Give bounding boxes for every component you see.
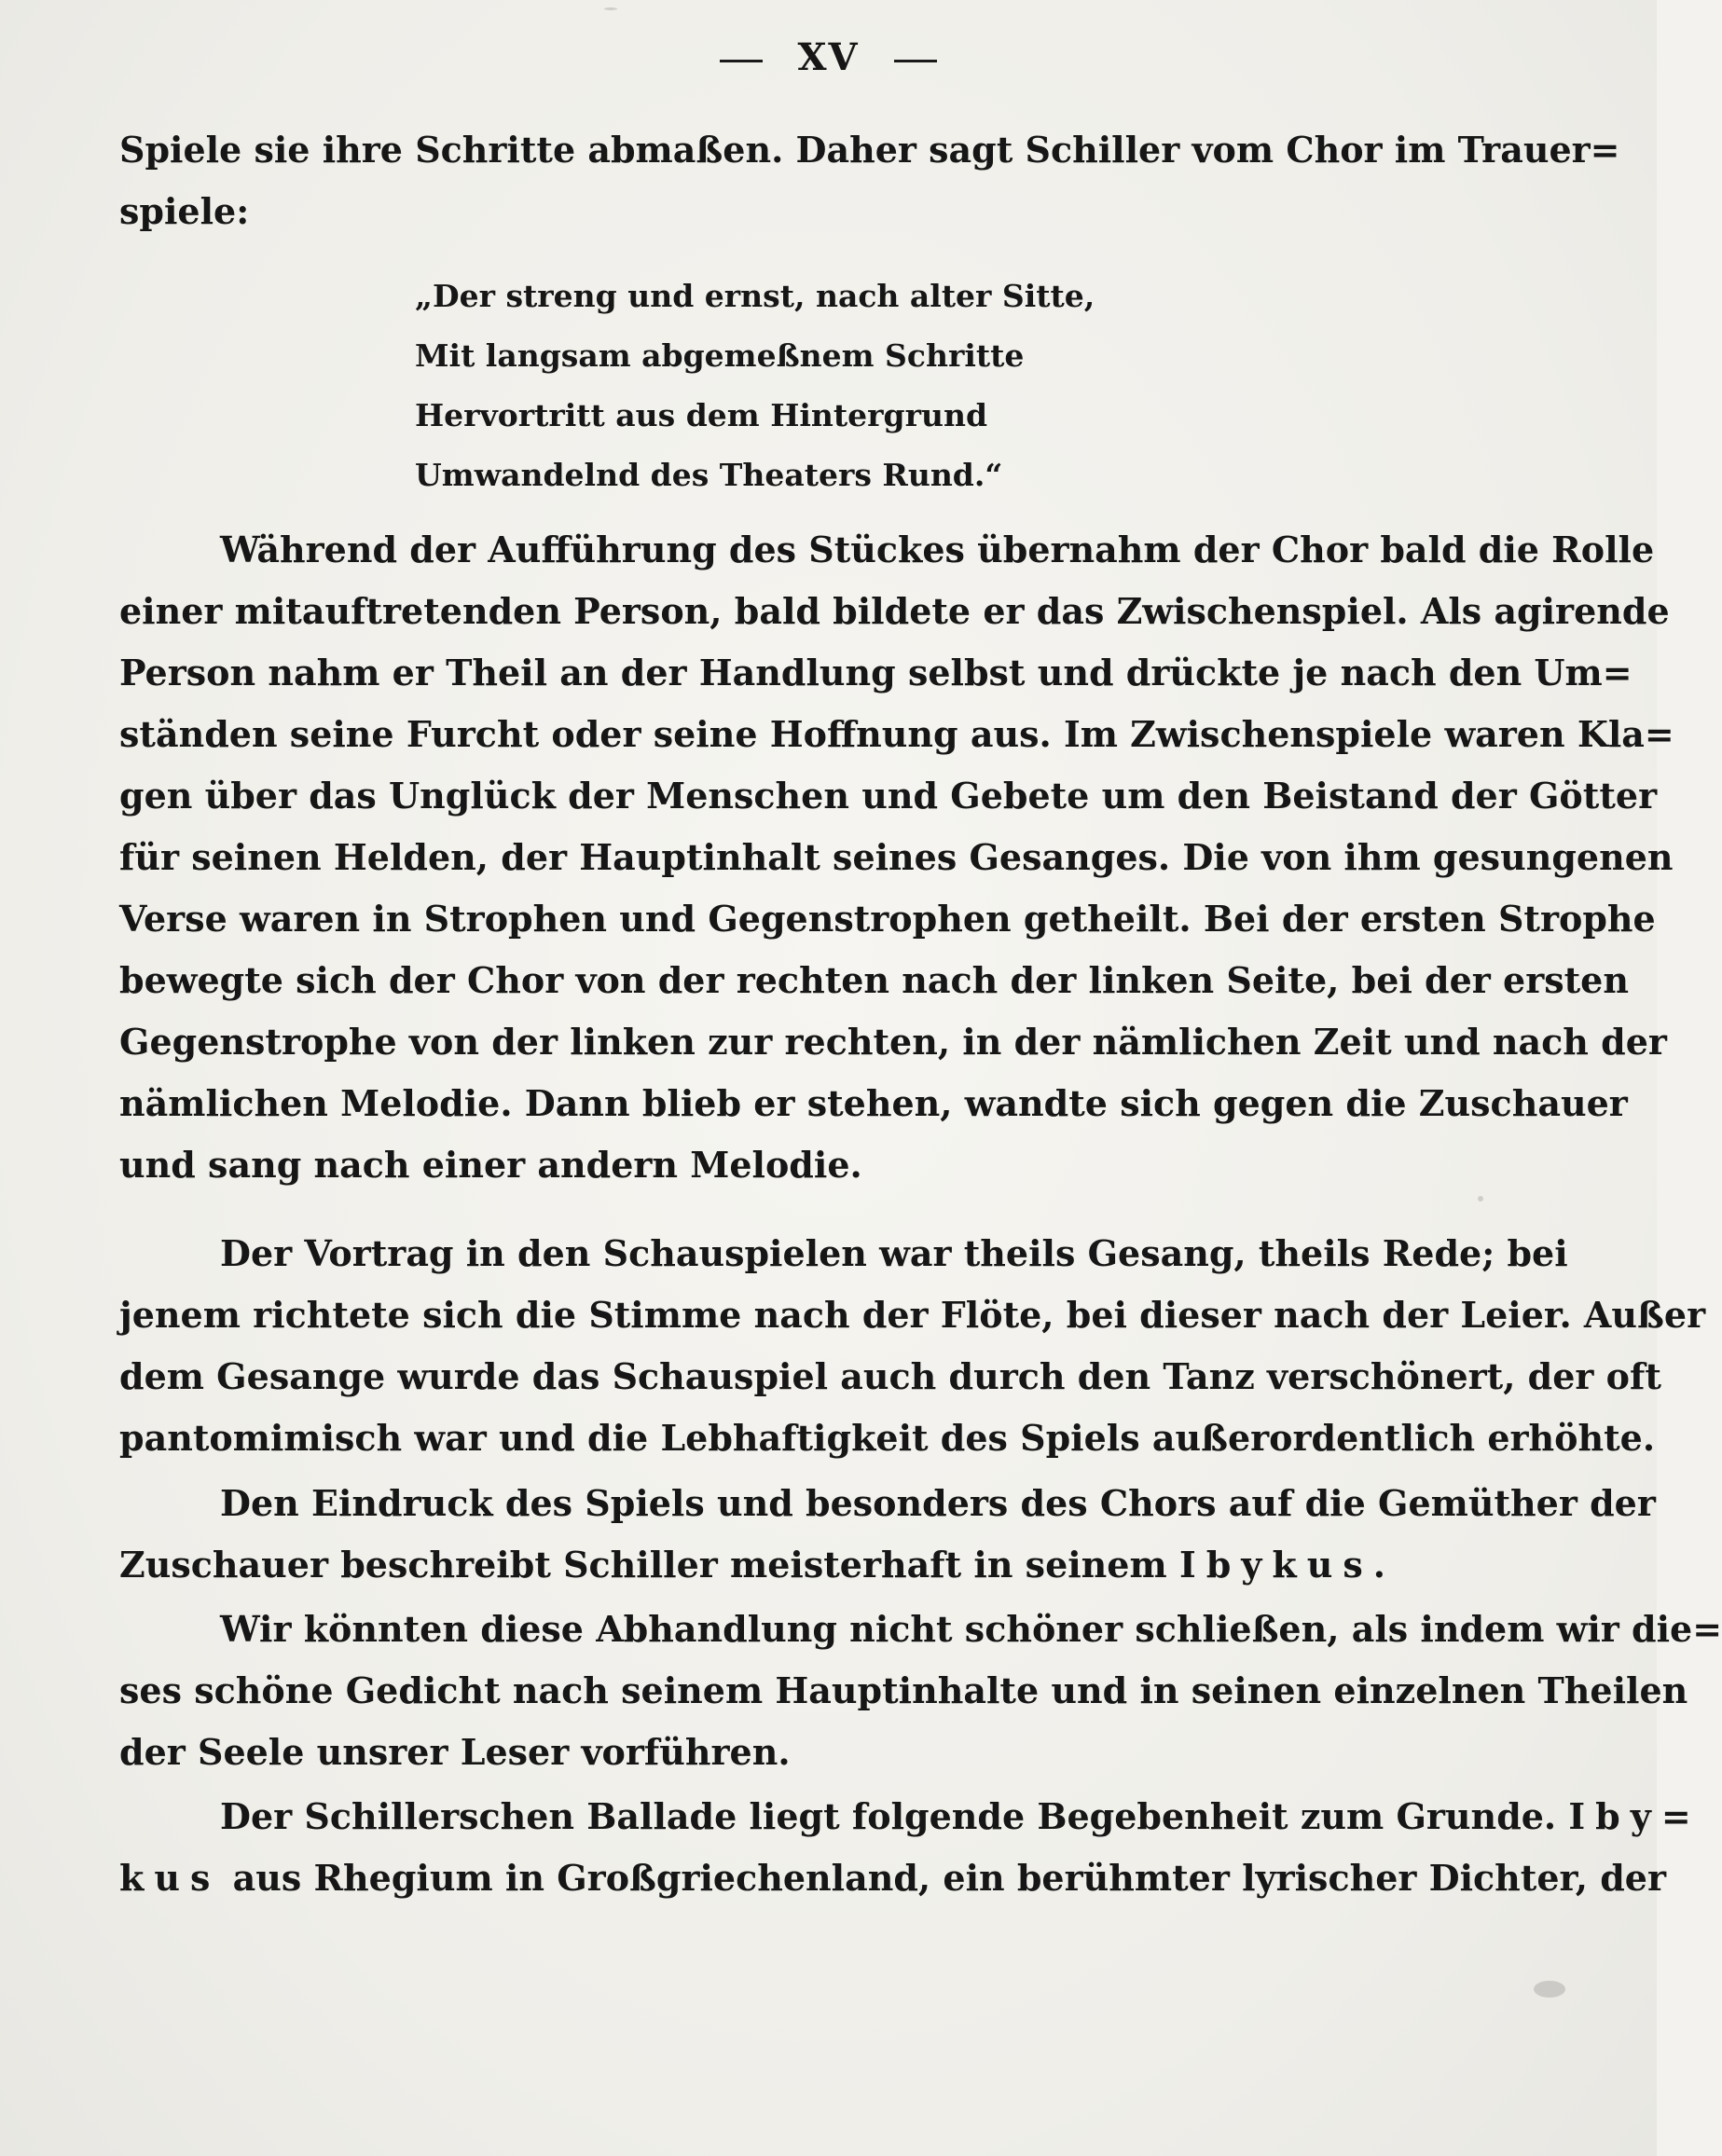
text-line: Gegenstrophe von der linken zur rechten, in der nämlichen Zeit und nach der bbox=[119, 1021, 1667, 1063]
text-line: pantomimisch war und die Lebhaftigkeit des Spiels außerordentlich erhöhte. bbox=[119, 1417, 1656, 1459]
text-line: Person nahm er Theil an der Handlung selbst und drückte je nach den Um= bbox=[119, 652, 1632, 693]
text-line: ständen seine Furcht oder seine Hoffnung aus. Im Zwischenspiele waren Kla= bbox=[119, 713, 1674, 755]
verse-line: Hervortritt aus dem Hintergrund bbox=[415, 397, 988, 433]
verse-line: Umwandelnd des Theaters Rund.“ bbox=[415, 457, 1003, 493]
paragraph-3 bbox=[119, 1223, 1706, 1469]
text-line: und sang nach einer andern Melodie. bbox=[119, 1144, 862, 1186]
page-number: XV bbox=[797, 35, 860, 79]
text-line bbox=[119, 1847, 1666, 1909]
paragraph-2 bbox=[119, 519, 1674, 1196]
page-header bbox=[0, 35, 1657, 79]
text-line: dem Gesange wurde das Schauspiel auch durch den Tanz verschönert, der oft bbox=[119, 1355, 1661, 1397]
text-line: einer mitauftretenden Person, bald bildete er das Zwischenspiel. Als agirende bbox=[119, 590, 1670, 632]
text-line: der Seele unsrer Leser vorführen. bbox=[119, 1731, 791, 1773]
name-ibykus: kus bbox=[119, 1857, 221, 1899]
ink-speck bbox=[1534, 1981, 1565, 1998]
ink-speck bbox=[1478, 1196, 1483, 1202]
paragraph-1 bbox=[119, 119, 1620, 242]
text-line: Während der Aufführung des Stückes übernahm der Chor bald die Rolle bbox=[220, 529, 1655, 570]
text-segment: Zuschauer beschreibt Schiller meisterhaft in seinem bbox=[119, 1544, 1167, 1586]
text-line: Der Vortrag in den Schauspielen war theils Gesang, theils Rede; bei bbox=[220, 1232, 1568, 1274]
paragraph-6 bbox=[119, 1786, 1701, 1909]
verse-quote bbox=[415, 267, 1095, 505]
paragraph-5 bbox=[119, 1599, 1722, 1783]
text-line: Verse waren in Strophen und Gegenstrophen getheilt. Bei der ersten Strophe bbox=[119, 898, 1656, 940]
text-line: Den Eindruck des Spiels und besonders des Chors auf die Gemüther der bbox=[220, 1482, 1656, 1524]
work-title: Ibykus. bbox=[1178, 1544, 1396, 1586]
text-segment: aus Rhegium in Großgriechenland, ein berühmter lyrischer Dichter, der bbox=[232, 1857, 1666, 1899]
text-line: Wir könnten diese Abhandlung nicht schöner schließen, als indem wir die= bbox=[220, 1608, 1722, 1650]
header-dash-right bbox=[894, 60, 937, 62]
text-line bbox=[119, 1786, 1701, 1847]
text-segment: Der Schillerschen Ballade liegt folgende Begebenheit zum Grunde. bbox=[220, 1795, 1557, 1837]
paragraph-4 bbox=[119, 1473, 1656, 1596]
text-line: für seinen Helden, der Hauptinhalt seines Gesanges. Die von ihm gesungenen bbox=[119, 836, 1674, 878]
verse-line: Mit langsam abgemeßnem Schritte bbox=[415, 337, 1025, 374]
text-line: ses schöne Gedicht nach seinem Hauptinhalte und in seinen einzelnen Theilen bbox=[119, 1669, 1688, 1711]
text-line: gen über das Unglück der Menschen und Gebete um den Beistand der Götter bbox=[119, 775, 1658, 817]
text-line: spiele: bbox=[119, 190, 250, 232]
text-line: jenem richtete sich die Stimme nach der Flöte, bei dieser nach der Leier. Außer bbox=[119, 1294, 1706, 1336]
ink-speck bbox=[604, 7, 617, 10]
text-line: bewegte sich der Chor von der rechten nach der linken Seite, bei der ersten bbox=[119, 959, 1629, 1001]
header-dash-left bbox=[720, 60, 763, 62]
text-line: Spiele sie ihre Schritte abmaßen. Daher sagt Schiller vom Chor im Trauer= bbox=[119, 129, 1620, 171]
text-line bbox=[119, 1534, 1490, 1596]
verse-line: „Der streng und ernst, nach alter Sitte, bbox=[415, 278, 1095, 314]
name-ibykus: Iby= bbox=[1568, 1795, 1701, 1837]
text-line: nämlichen Melodie. Dann blieb er stehen, wandte sich gegen die Zuschauer bbox=[119, 1082, 1628, 1124]
